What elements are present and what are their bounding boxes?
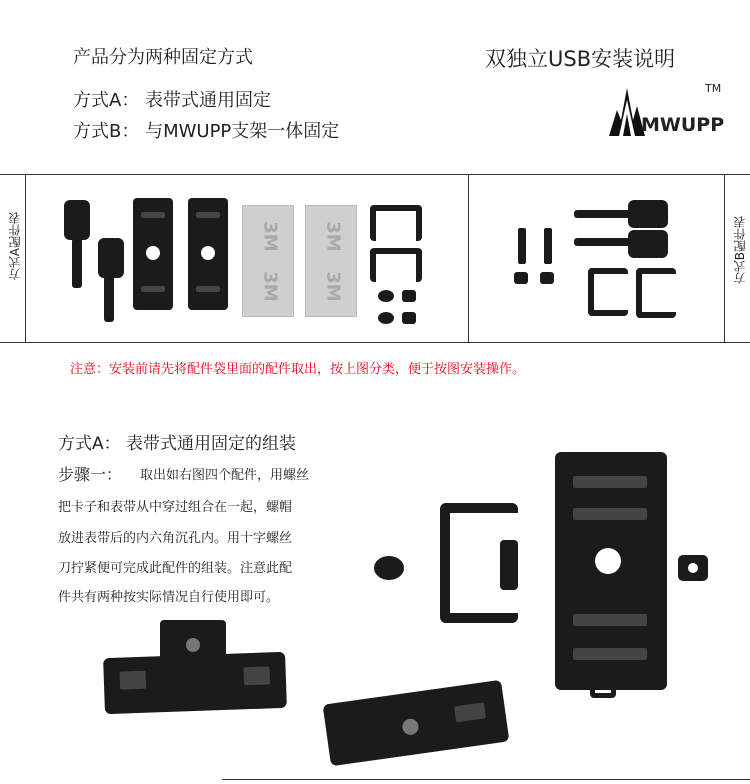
screw-part (544, 228, 552, 264)
doc-title: 双独立USB安装说明 (485, 47, 676, 71)
mount-base-part (555, 452, 667, 690)
trademark: TM (705, 82, 722, 95)
bottom-rule (222, 779, 750, 780)
mount-base-part (133, 198, 173, 310)
table-top-border (0, 174, 750, 175)
nut-part (402, 290, 416, 302)
brand-logo (607, 80, 727, 138)
method-a-text: 方式A： 表带式通用固定 (73, 90, 272, 111)
table-bottom-border (0, 342, 750, 343)
step-line: 放进表带后的内六角沉孔内。用十字螺丝 (58, 531, 293, 546)
nut-part (678, 555, 708, 581)
step-label: 步骤一： (58, 465, 123, 484)
strap-band (104, 276, 114, 322)
nut-part (514, 272, 528, 284)
assembled-clip (160, 620, 226, 660)
adhesive-tape-part: 3M 3M (242, 205, 294, 317)
step-line: 件共有两种按实际情况自行使用即可。 (58, 590, 280, 605)
screw-part (378, 312, 394, 324)
clip-part (588, 268, 628, 316)
table-divider-left (25, 174, 26, 342)
step-line: 取出如右图四个配件，用螺丝 (140, 468, 310, 483)
method-b-text: 方式B： 与MWUPP支架一体固定 (73, 121, 340, 142)
step-line: 把卡子和表带从中穿过组合在一起，螺帽 (58, 500, 293, 515)
intro-text: 产品分为两种固定方式 (73, 47, 253, 68)
strap-band (72, 238, 82, 288)
method-b-parts-label: 方式B配件表 (733, 216, 747, 285)
screw-part (518, 228, 526, 264)
brand-name: MWUPP (641, 114, 725, 136)
strap-band (574, 238, 634, 246)
assembly-heading: 方式A： 表带式通用固定的组装 (58, 434, 297, 454)
assembled-mount (103, 652, 287, 714)
nut-part (402, 312, 416, 324)
strap-part (98, 238, 124, 278)
assembled-mount (323, 680, 510, 766)
table-divider-right (724, 174, 725, 342)
strap-part (628, 230, 668, 258)
strap-part (64, 200, 90, 240)
strap-part (628, 200, 668, 228)
mount-tab (590, 684, 616, 698)
screw-part (378, 290, 394, 302)
screw-part (374, 556, 404, 580)
clip-part (500, 540, 518, 590)
nut-part (540, 272, 554, 284)
strap-band (574, 210, 634, 218)
notice-text: 注意：安装前请先将配件袋里面的配件取出，按上图分类，便于按图安装操作。 (70, 362, 526, 377)
method-a-parts-label: 方式A配件表 (8, 212, 22, 281)
step-line: 刀拧紧便可完成此配件的组装。注意此配 (58, 561, 293, 576)
clip-part (370, 205, 422, 241)
clip-part (636, 268, 676, 318)
table-divider-mid (468, 174, 469, 342)
mount-base-part (188, 198, 228, 310)
adhesive-tape-part: 3M 3M (305, 205, 357, 317)
clip-part (370, 248, 422, 282)
